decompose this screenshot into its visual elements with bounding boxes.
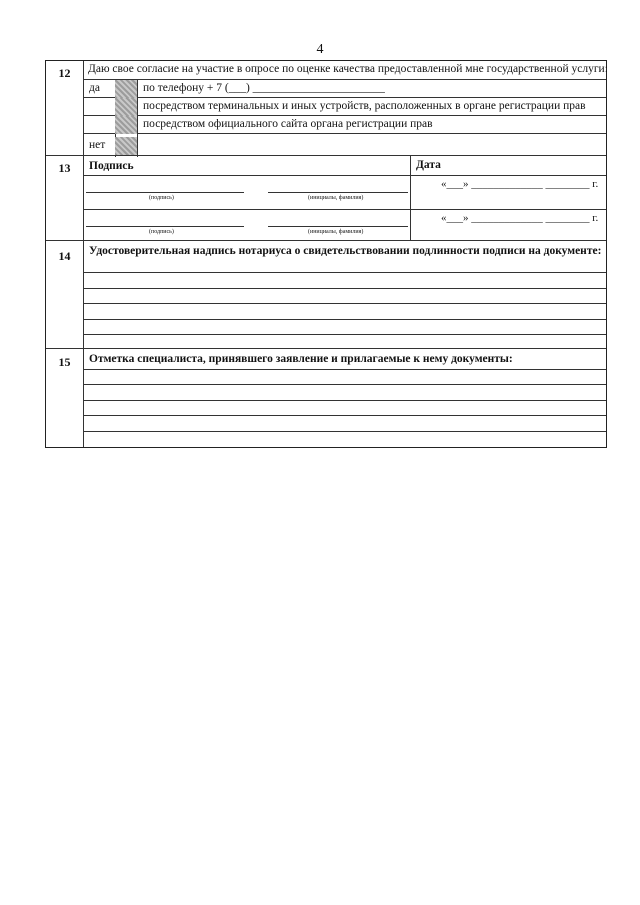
consent-no-checkbox[interactable] (115, 137, 137, 155)
signature-caption: (подпись) (149, 229, 174, 235)
consent-yes-label: да (89, 82, 100, 94)
signature-heading: Подпись (89, 160, 134, 172)
section-13-number: 13 (58, 161, 71, 175)
option-phone: по телефону + 7 (___) _______________________ (143, 82, 385, 94)
signature-caption: (подпись) (149, 195, 174, 201)
option-website-checkbox[interactable] (115, 116, 137, 134)
section-15-number: 15 (58, 355, 71, 369)
section-14-number: 14 (58, 249, 71, 263)
section-12-heading: Даю свое согласие на участие в опросе по оценке качества предоставленной мне государственной услуги: (88, 63, 608, 75)
form-table (45, 60, 607, 448)
number-column-divider (83, 61, 84, 447)
initials-caption: (инициалы, фамилия) (308, 195, 364, 201)
option-terminal: посредством терминальных и иных устройств, расположенных в органе регистрации прав (143, 100, 586, 112)
section-15-heading: Отметка специалиста, принявшего заявление и прилагаемые к нему документы: (89, 353, 513, 365)
consent-yes-checkbox[interactable] (115, 80, 137, 98)
date-field[interactable]: «___» _____________ ________ г. (441, 178, 599, 190)
section-12-number: 12 (58, 66, 71, 80)
date-heading: Дата (416, 159, 441, 171)
initials-caption: (инициалы, фамилия) (308, 229, 364, 235)
page-number: 4 (316, 42, 324, 57)
date-field[interactable]: «___» _____________ ________ г. (441, 212, 599, 224)
option-website: посредством официального сайта органа регистрации прав (143, 118, 433, 130)
consent-no-label: нет (89, 139, 106, 151)
section-14-heading: Удостоверительная надпись нотариуса о свидетельствовании подлинности подписи на документе: (89, 245, 602, 257)
option-terminal-checkbox[interactable] (115, 98, 137, 116)
